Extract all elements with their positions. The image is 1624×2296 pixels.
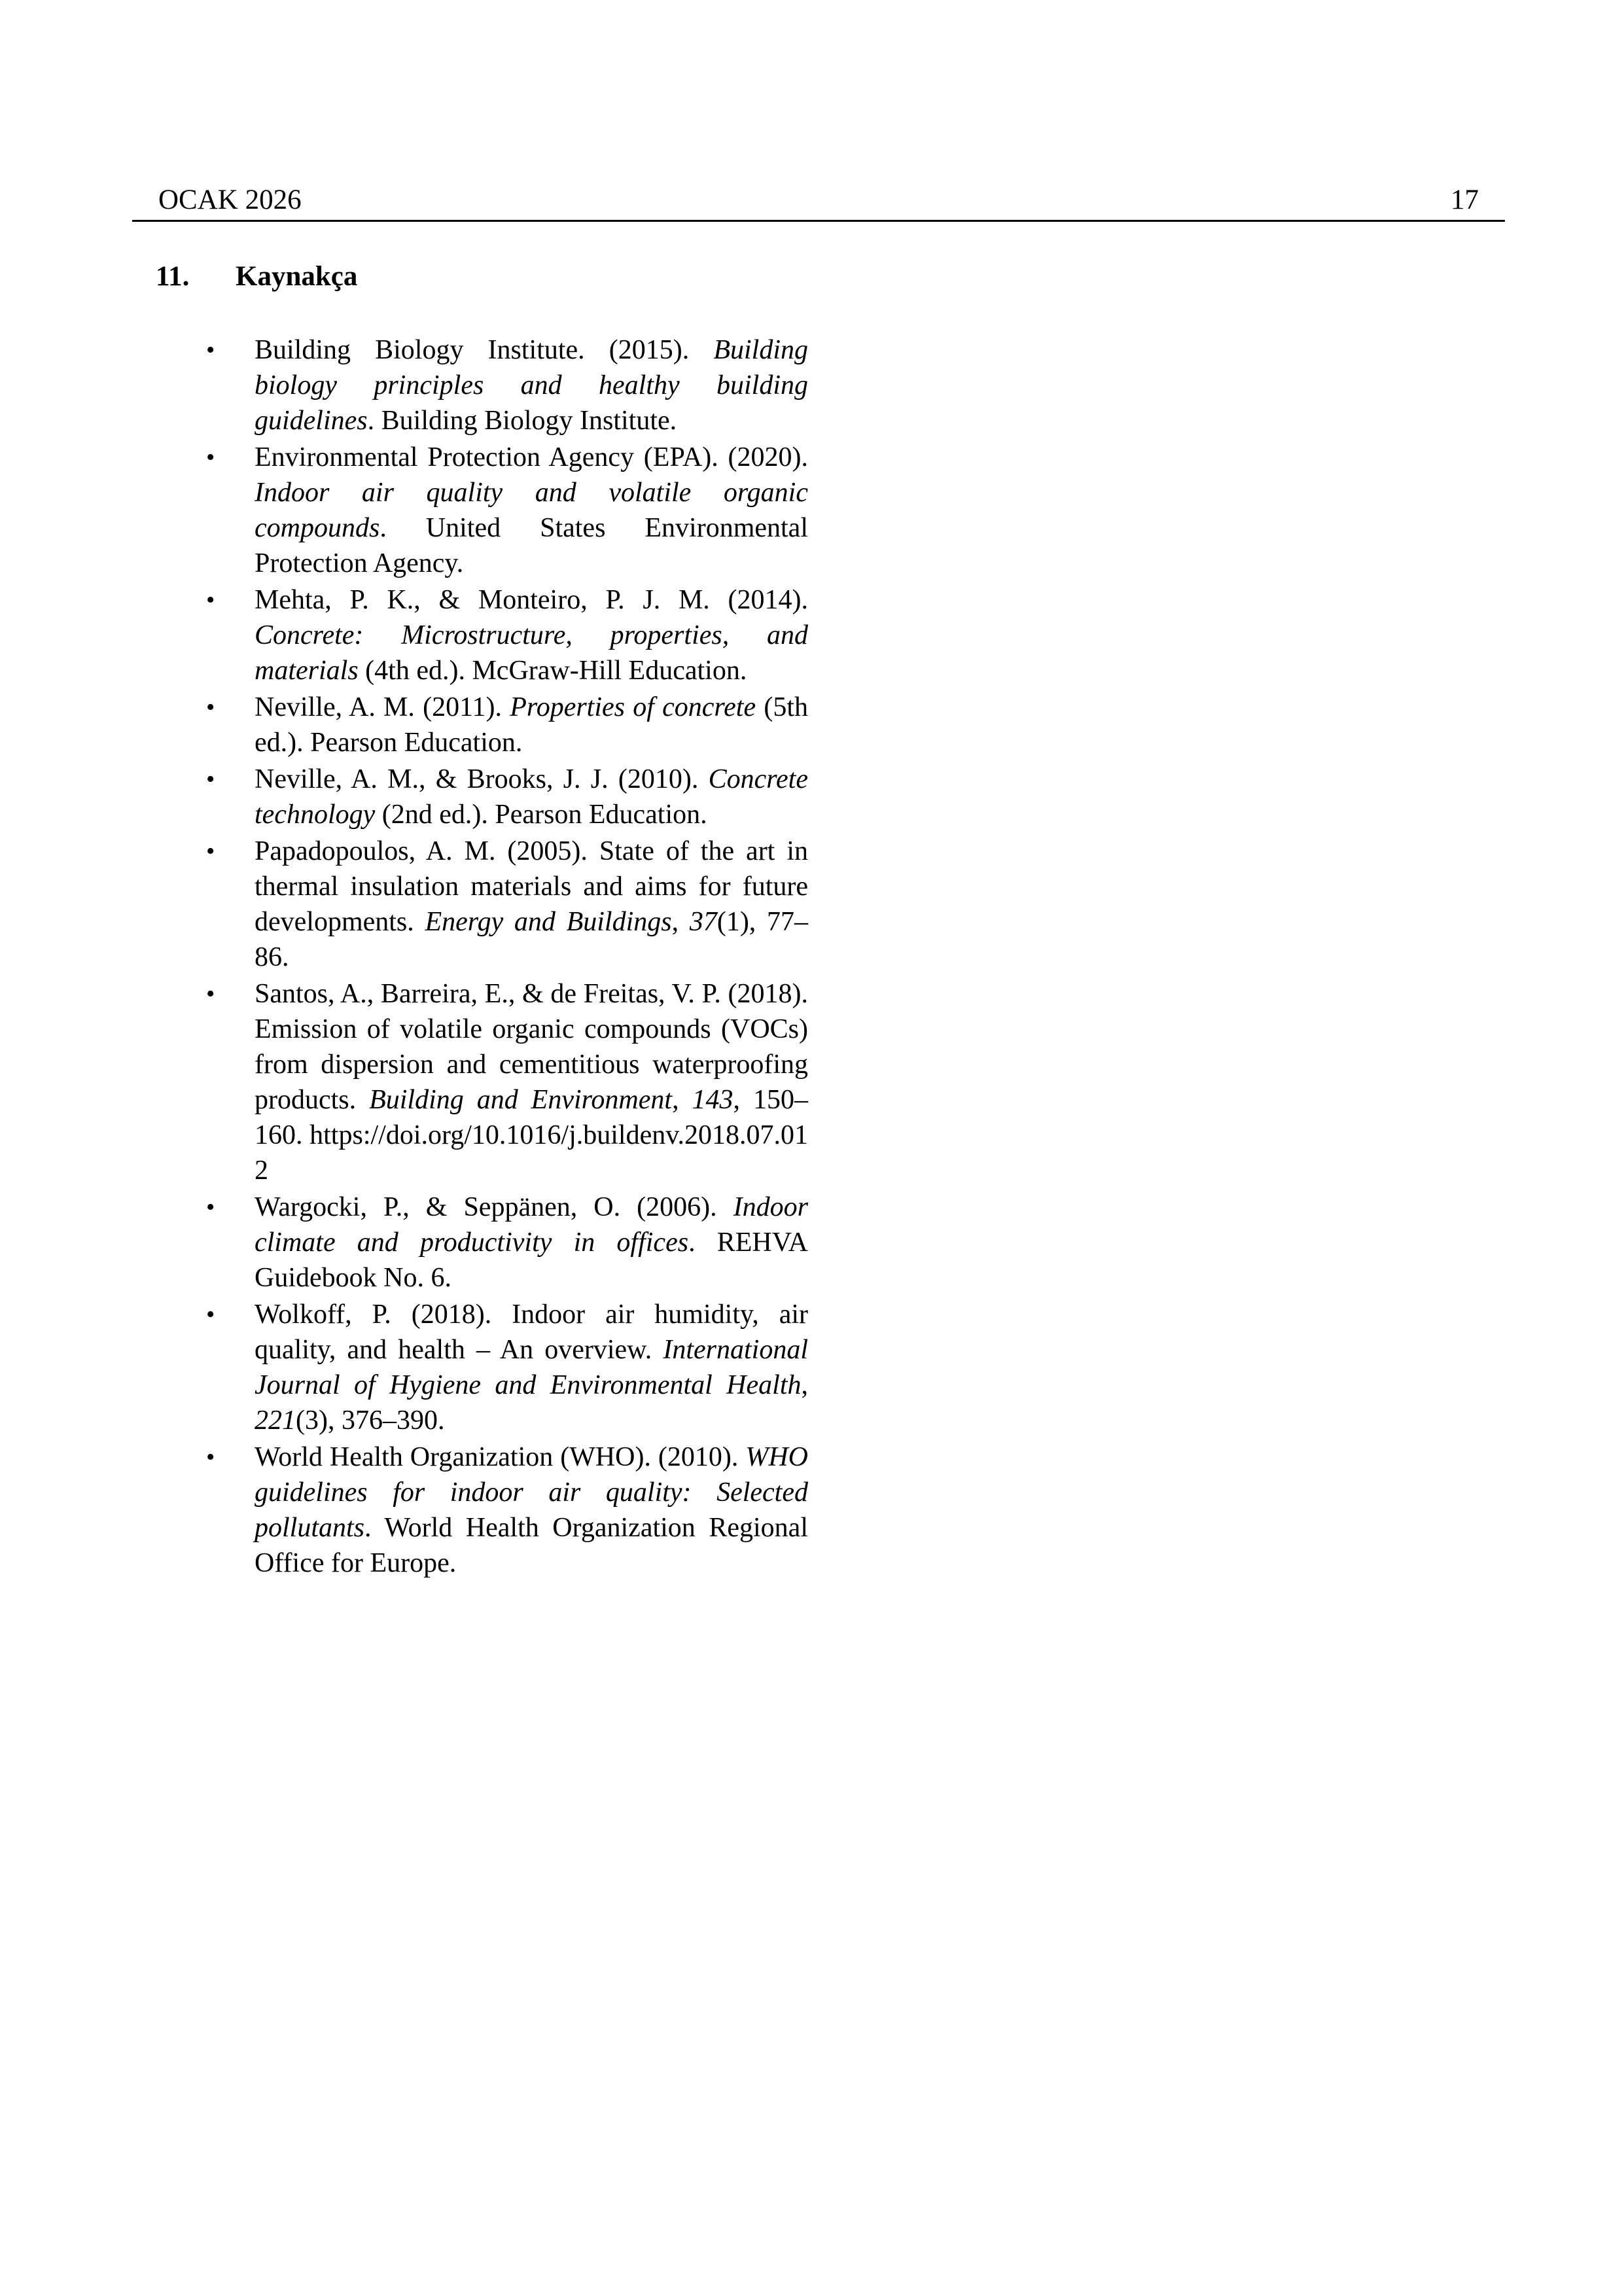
reference-item: • Environmental Protection Agency (EPA). (2020). Indoor air quality and volatile organic compounds. United States Environmental Protection Agency. [255,440,808,581]
header-month-year: OCAK 2026 [158,185,302,215]
reference-item: • Building Biology Institute. (2015). Building biology principles and healthy building guidelines. Building Biology Institute. [255,332,808,438]
reference-item: • Wolkoff, P. (2018). Indoor air humidity, air quality, and health – An overview. International Journal of Hygiene and Environmental Health, 221(3), 376–390. [255,1297,808,1438]
bullet-icon: • [206,980,215,1008]
bullet-icon: • [206,1301,215,1328]
bullet-icon: • [206,1443,215,1471]
reference-list [206,332,809,1582]
reference-item: • Santos, A., Barreira, E., & de Freitas, V. P. (2018). Emission of volatile organic compounds (VOCs) from dispersion and cementitious waterproofing products. Building and Environment, 143, 150–160. https://doi.org/10.1016/j.buildenv.2018.07.012 [255,976,808,1188]
section-number: 11. [156,261,190,292]
bullet-icon: • [206,838,215,865]
reference-item: • Papadopoulos, A. M. (2005). State of the art in thermal insulation materials and aims for future developments. Energy and Buildings, 37(1), 77–86. [255,834,808,975]
reference-item: • Wargocki, P., & Seppänen, O. (2006). Indoor climate and productivity in offices. REHVA Guidebook No. 6. [255,1190,808,1296]
section-title: Kaynakça [236,261,358,292]
reference-item: • Mehta, P. K., & Monteiro, P. J. M. (2014). Concrete: Microstructure, properties, and materials (4th ed.). McGraw-Hill Education. [255,582,808,688]
bullet-icon: • [206,586,215,614]
bullet-icon: • [206,766,215,793]
reference-item: • Neville, A. M. (2011). Properties of concrete (5th ed.). Pearson Education. [255,690,808,760]
bullet-icon: • [206,336,215,364]
running-header [132,180,1505,222]
reference-item: • Neville, A. M., & Brooks, J. J. (2010). Concrete technology (2nd ed.). Pearson Education. [255,762,808,832]
section-heading [156,259,357,294]
doi-link[interactable]: https://doi.org/10.1016/j.buildenv.2018.07.012 [255,1120,808,1186]
bullet-icon: • [206,444,215,471]
bullet-icon: • [206,1193,215,1221]
reference-item: • World Health Organization (WHO). (2010). WHO guidelines for indoor air quality: Selected pollutants. World Health Organization Regional Office for Europe. [255,1439,808,1581]
bullet-icon: • [206,694,215,721]
page-number: 17 [1451,185,1479,215]
